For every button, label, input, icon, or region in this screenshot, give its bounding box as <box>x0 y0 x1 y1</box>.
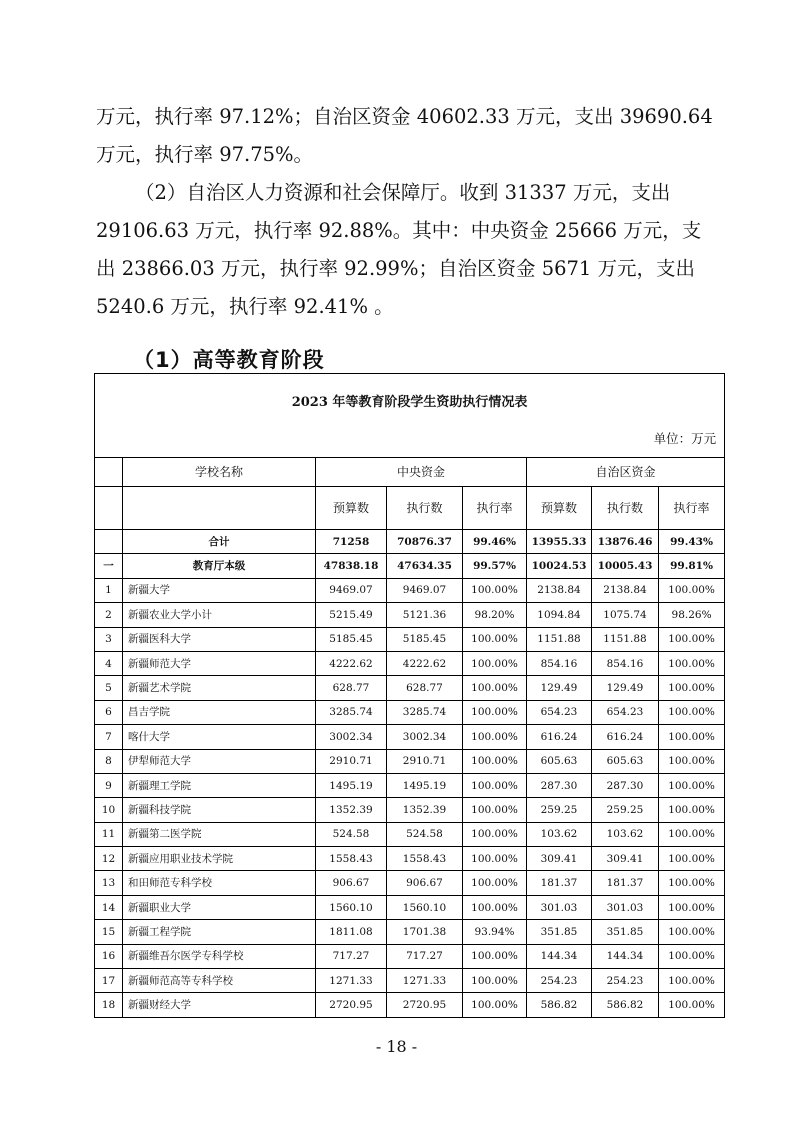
regional-executed: 259.25 <box>592 798 659 822</box>
regional-rate: 100.00% <box>659 969 725 993</box>
level-index: 一 <box>95 554 123 578</box>
regional-executed: 287.30 <box>592 773 659 797</box>
regional-rate: 100.00% <box>659 749 725 773</box>
table-row <box>95 578 725 602</box>
regional-executed: 309.41 <box>592 847 659 871</box>
regional-budget: 616.24 <box>527 725 592 749</box>
central-rate: 100.00% <box>463 847 527 871</box>
regional-executed: 605.63 <box>592 749 659 773</box>
department-level-row <box>95 554 725 578</box>
central-executed: 628.77 <box>387 676 463 700</box>
table-row <box>95 676 725 700</box>
regional-budget: 287.30 <box>527 773 592 797</box>
row-index: 18 <box>95 993 123 1017</box>
school-name: 昌吉学院 <box>123 700 316 724</box>
paragraph-continued <box>96 98 713 174</box>
row-index: 12 <box>95 847 123 871</box>
level-regional-rate: 99.81% <box>659 554 725 578</box>
central-budget: 1271.33 <box>316 969 387 993</box>
row-index: 10 <box>95 798 123 822</box>
central-executed: 4222.62 <box>387 651 463 675</box>
central-rate: 100.00% <box>463 749 527 773</box>
header-row <box>95 458 725 487</box>
table-title-row <box>95 374 725 458</box>
row-index: 6 <box>95 700 123 724</box>
central-rate: 100.00% <box>463 627 527 651</box>
regional-executed: 351.85 <box>592 920 659 944</box>
text-line: 29106.63 万元，执行率 92.88%。其中：中央资金 25666 万元，支 <box>96 219 702 242</box>
regional-budget: 586.82 <box>527 993 592 1017</box>
school-name: 新疆理工学院 <box>123 773 316 797</box>
central-budget: 2910.71 <box>316 749 387 773</box>
central-budget: 3285.74 <box>316 700 387 724</box>
total-regional-budget: 13955.33 <box>527 530 592 554</box>
central-rate: 93.94% <box>463 920 527 944</box>
central-executed: 717.27 <box>387 944 463 968</box>
school-name: 新疆医科大学 <box>123 627 316 651</box>
regional-rate: 100.00% <box>659 651 725 675</box>
regional-budget: 254.23 <box>527 969 592 993</box>
row-index: 11 <box>95 822 123 846</box>
subheader-regional-budget: 预算数 <box>527 487 592 530</box>
regional-budget: 144.34 <box>527 944 592 968</box>
central-executed: 1560.10 <box>387 895 463 919</box>
school-name: 新疆维吾尔医学专科学校 <box>123 944 316 968</box>
regional-executed: 1151.88 <box>592 627 659 651</box>
text-line: 万元，执行率 97.12%；自治区资金 40602.33 万元，支出 39690.64 <box>96 105 713 128</box>
central-executed: 1271.33 <box>387 969 463 993</box>
regional-budget: 1094.84 <box>527 603 592 627</box>
central-rate: 100.00% <box>463 725 527 749</box>
subheader-empty <box>123 487 316 530</box>
regional-budget: 259.25 <box>527 798 592 822</box>
central-rate: 100.00% <box>463 871 527 895</box>
central-budget: 1811.08 <box>316 920 387 944</box>
central-rate: 100.00% <box>463 944 527 968</box>
regional-budget: 103.62 <box>527 822 592 846</box>
central-budget: 1558.43 <box>316 847 387 871</box>
central-rate: 100.00% <box>463 969 527 993</box>
school-name: 喀什大学 <box>123 725 316 749</box>
row-index: 14 <box>95 895 123 919</box>
central-rate: 100.00% <box>463 676 527 700</box>
school-name: 新疆师范高等专科学校 <box>123 969 316 993</box>
table-row <box>95 920 725 944</box>
central-executed: 3002.34 <box>387 725 463 749</box>
school-name: 新疆应用职业技术学院 <box>123 847 316 871</box>
central-budget: 9469.07 <box>316 578 387 602</box>
table-row <box>95 944 725 968</box>
school-name: 新疆工程学院 <box>123 920 316 944</box>
total-central-budget: 71258 <box>316 530 387 554</box>
central-executed: 1352.39 <box>387 798 463 822</box>
central-executed: 2720.95 <box>387 993 463 1017</box>
school-name: 新疆财经大学 <box>123 993 316 1017</box>
table-row <box>95 822 725 846</box>
regional-rate: 98.26% <box>659 603 725 627</box>
subheader-regional-executed: 执行数 <box>592 487 659 530</box>
central-rate: 100.00% <box>463 895 527 919</box>
regional-rate: 100.00% <box>659 920 725 944</box>
central-budget: 1352.39 <box>316 798 387 822</box>
row-index: 7 <box>95 725 123 749</box>
regional-budget: 181.37 <box>527 871 592 895</box>
header-regional-funds: 自治区资金 <box>527 458 725 487</box>
regional-rate: 100.00% <box>659 627 725 651</box>
row-index: 16 <box>95 944 123 968</box>
table-row <box>95 798 725 822</box>
central-rate: 100.00% <box>463 578 527 602</box>
regional-executed: 2138.84 <box>592 578 659 602</box>
central-budget: 628.77 <box>316 676 387 700</box>
regional-rate: 100.00% <box>659 944 725 968</box>
regional-budget: 309.41 <box>527 847 592 871</box>
total-central-rate: 99.46% <box>463 530 527 554</box>
central-rate: 100.00% <box>463 773 527 797</box>
central-budget: 524.58 <box>316 822 387 846</box>
regional-rate: 100.00% <box>659 773 725 797</box>
regional-rate: 100.00% <box>659 578 725 602</box>
central-executed: 9469.07 <box>387 578 463 602</box>
school-name: 新疆职业大学 <box>123 895 316 919</box>
regional-executed: 1075.74 <box>592 603 659 627</box>
table-row <box>95 847 725 871</box>
regional-executed: 854.16 <box>592 651 659 675</box>
header-central-funds: 中央资金 <box>316 458 527 487</box>
subheader-central-budget: 预算数 <box>316 487 387 530</box>
table-row <box>95 725 725 749</box>
school-name: 新疆艺术学院 <box>123 676 316 700</box>
central-rate: 100.00% <box>463 798 527 822</box>
subheader-row <box>95 487 725 530</box>
school-name: 伊犁师范大学 <box>123 749 316 773</box>
total-regional-executed: 13876.46 <box>592 530 659 554</box>
row-index: 17 <box>95 969 123 993</box>
table-unit: 单位：万元 <box>653 431 717 446</box>
subheader-central-rate: 执行率 <box>463 487 527 530</box>
paragraph-hr-department <box>96 174 708 326</box>
text-line: 5240.6 万元，执行率 92.41% 。 <box>96 295 394 318</box>
school-name: 新疆农业大学小计 <box>123 603 316 627</box>
central-executed: 906.67 <box>387 871 463 895</box>
central-budget: 4222.62 <box>316 651 387 675</box>
central-budget: 2720.95 <box>316 993 387 1017</box>
regional-rate: 100.00% <box>659 871 725 895</box>
table-row <box>95 773 725 797</box>
regional-rate: 100.00% <box>659 676 725 700</box>
row-index: 4 <box>95 651 123 675</box>
table-row <box>95 603 725 627</box>
subheader-empty <box>95 487 123 530</box>
funding-table <box>94 373 725 1018</box>
regional-rate: 100.00% <box>659 993 725 1017</box>
school-name: 新疆大学 <box>123 578 316 602</box>
regional-rate: 100.00% <box>659 725 725 749</box>
central-rate: 100.00% <box>463 822 527 846</box>
header-school-name: 学校名称 <box>123 458 316 487</box>
central-executed: 1701.38 <box>387 920 463 944</box>
table-row <box>95 895 725 919</box>
table-title: 2023 年等教育阶段学生资助执行情况表 <box>291 395 528 410</box>
total-row <box>95 530 725 554</box>
regional-budget: 605.63 <box>527 749 592 773</box>
row-index: 5 <box>95 676 123 700</box>
central-budget: 3002.34 <box>316 725 387 749</box>
central-rate: 98.20% <box>463 603 527 627</box>
central-executed: 524.58 <box>387 822 463 846</box>
school-name: 新疆科技学院 <box>123 798 316 822</box>
row-index: 3 <box>95 627 123 651</box>
central-budget: 5215.49 <box>316 603 387 627</box>
regional-budget: 854.16 <box>527 651 592 675</box>
table-row <box>95 651 725 675</box>
central-budget: 5185.45 <box>316 627 387 651</box>
level-central-budget: 47838.18 <box>316 554 387 578</box>
central-executed: 1495.19 <box>387 773 463 797</box>
school-name: 新疆第二医学院 <box>123 822 316 846</box>
regional-budget: 129.49 <box>527 676 592 700</box>
row-index: 15 <box>95 920 123 944</box>
regional-budget: 301.03 <box>527 895 592 919</box>
regional-executed: 586.82 <box>592 993 659 1017</box>
total-index <box>95 530 123 554</box>
total-central-executed: 70876.37 <box>387 530 463 554</box>
table-row <box>95 627 725 651</box>
regional-executed: 254.23 <box>592 969 659 993</box>
central-budget: 906.67 <box>316 871 387 895</box>
level-central-executed: 47634.35 <box>387 554 463 578</box>
page-number: - 18 - <box>375 1037 418 1056</box>
regional-budget: 2138.84 <box>527 578 592 602</box>
header-index-cell <box>95 458 123 487</box>
central-rate: 100.00% <box>463 993 527 1017</box>
regional-budget: 1151.88 <box>527 627 592 651</box>
central-rate: 100.00% <box>463 651 527 675</box>
table-row <box>95 871 725 895</box>
central-budget: 1560.10 <box>316 895 387 919</box>
total-label: 合计 <box>123 530 316 554</box>
table-row <box>95 700 725 724</box>
central-executed: 5185.45 <box>387 627 463 651</box>
level-regional-budget: 10024.53 <box>527 554 592 578</box>
regional-executed: 654.23 <box>592 700 659 724</box>
text-line: （2）自治区人力资源和社会保障厅。收到 31337 万元，支出 <box>135 181 671 204</box>
regional-executed: 103.62 <box>592 822 659 846</box>
regional-rate: 100.00% <box>659 895 725 919</box>
subheader-regional-rate: 执行率 <box>659 487 725 530</box>
text-line: 万元，执行率 97.75%。 <box>96 143 314 166</box>
regional-executed: 616.24 <box>592 725 659 749</box>
regional-budget: 654.23 <box>527 700 592 724</box>
regional-executed: 181.37 <box>592 871 659 895</box>
table-row <box>95 993 725 1017</box>
central-executed: 3285.74 <box>387 700 463 724</box>
section-heading: （1）高等教育阶段 <box>133 348 325 372</box>
table-row <box>95 969 725 993</box>
regional-rate: 100.00% <box>659 700 725 724</box>
row-index: 9 <box>95 773 123 797</box>
central-budget: 1495.19 <box>316 773 387 797</box>
regional-executed: 301.03 <box>592 895 659 919</box>
row-index: 13 <box>95 871 123 895</box>
central-executed: 2910.71 <box>387 749 463 773</box>
text-line: 出 23866.03 万元，执行率 92.99%；自治区资金 5671 万元，支出 <box>96 257 696 280</box>
level-central-rate: 99.57% <box>463 554 527 578</box>
row-index: 2 <box>95 603 123 627</box>
subheader-central-executed: 执行数 <box>387 487 463 530</box>
school-name: 和田师范专科学校 <box>123 871 316 895</box>
central-rate: 100.00% <box>463 700 527 724</box>
regional-rate: 100.00% <box>659 798 725 822</box>
regional-executed: 129.49 <box>592 676 659 700</box>
level-label: 教育厅本级 <box>123 554 316 578</box>
regional-rate: 100.00% <box>659 822 725 846</box>
central-executed: 1558.43 <box>387 847 463 871</box>
row-index: 1 <box>95 578 123 602</box>
regional-executed: 144.34 <box>592 944 659 968</box>
central-budget: 717.27 <box>316 944 387 968</box>
table-row <box>95 749 725 773</box>
regional-budget: 351.85 <box>527 920 592 944</box>
total-regional-rate: 99.43% <box>659 530 725 554</box>
central-executed: 5121.36 <box>387 603 463 627</box>
regional-rate: 100.00% <box>659 847 725 871</box>
row-index: 8 <box>95 749 123 773</box>
school-name: 新疆师范大学 <box>123 651 316 675</box>
level-regional-executed: 10005.43 <box>592 554 659 578</box>
